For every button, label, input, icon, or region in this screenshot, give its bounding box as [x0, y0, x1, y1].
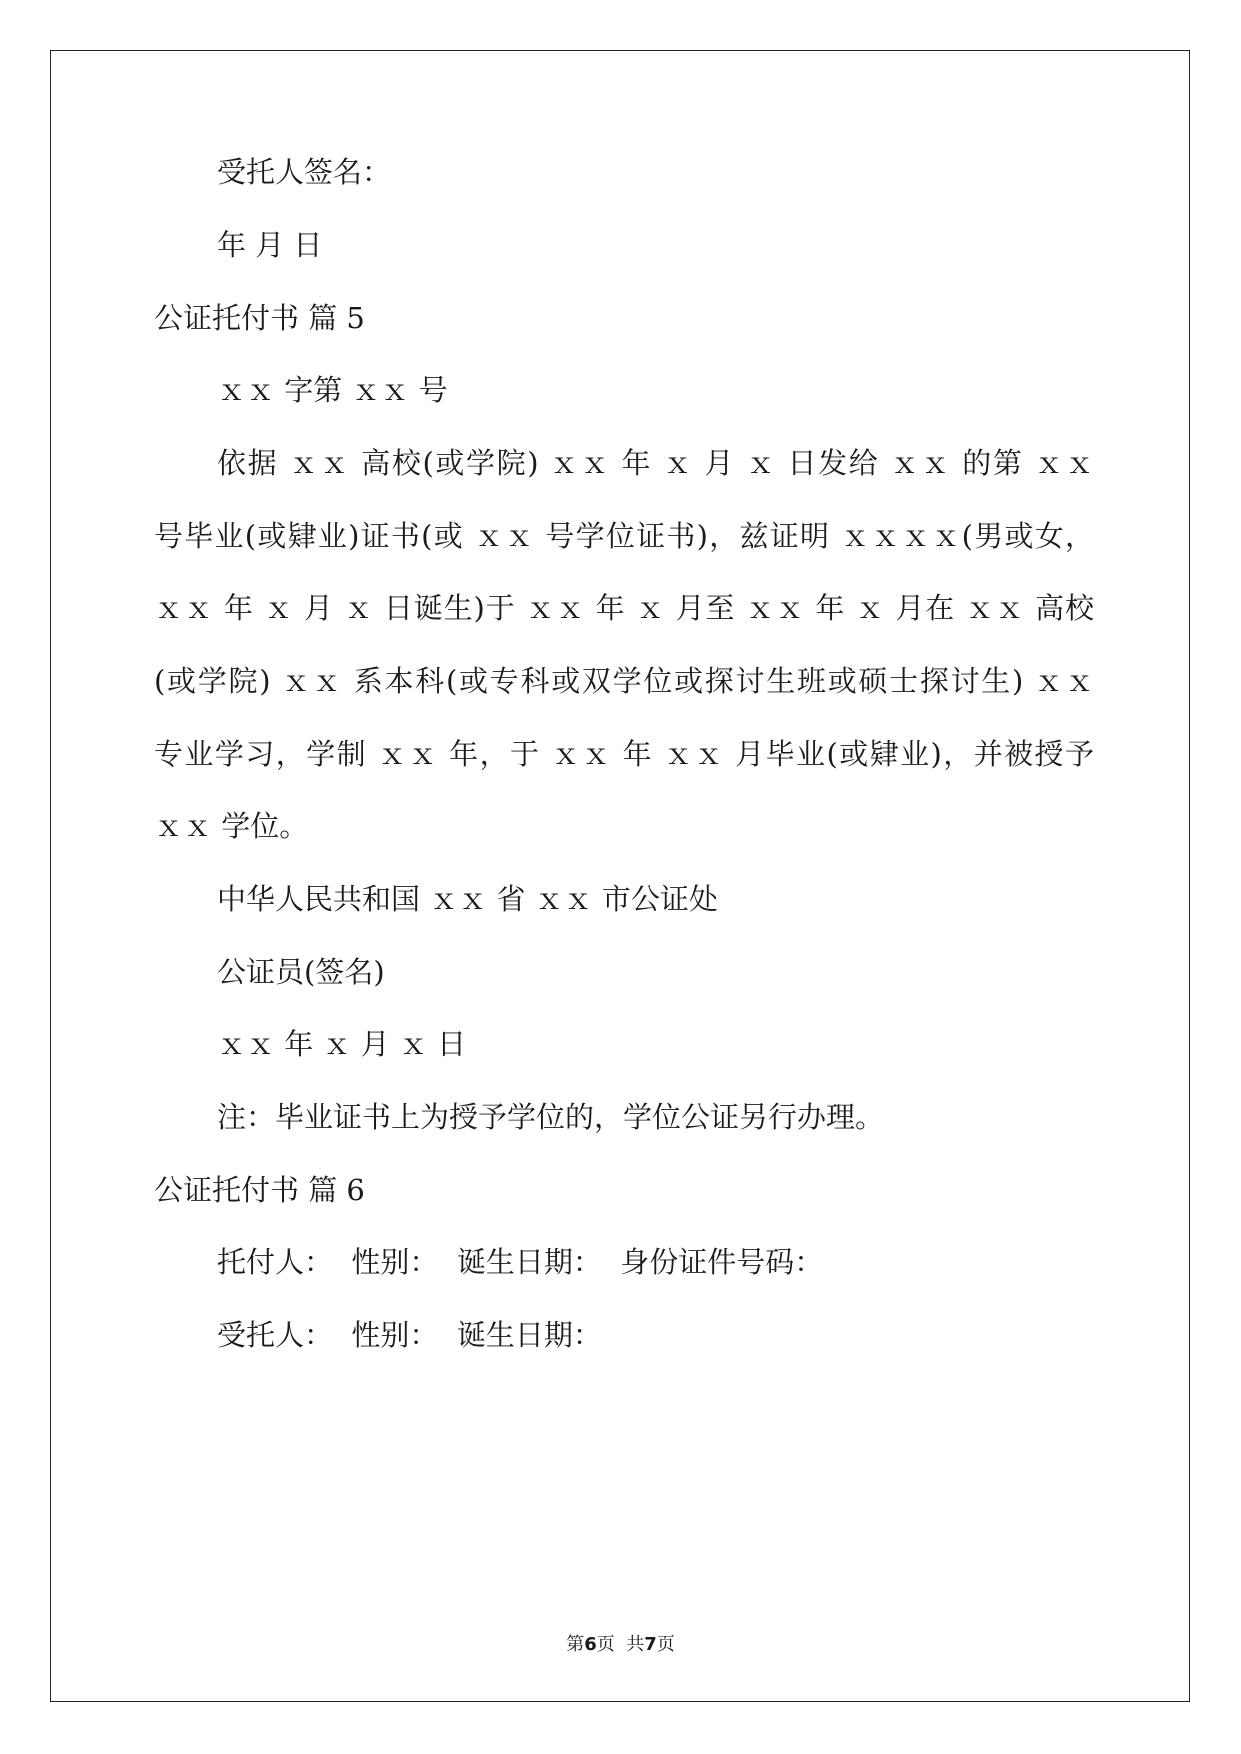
footer-prefix: 第 [566, 1634, 585, 1655]
paragraph-line: (或学院) ｘｘ 系本科(或专科或双学位或探讨生班或硕士探讨生) ｘｘ [154, 664, 1094, 698]
trustee-info-line: 受托人： 性别： 诞生日期： [217, 1318, 602, 1352]
notary-office: 中华人民共和国 ｘｘ 省 ｘｘ 市公证处 [217, 882, 718, 916]
notary-signature: 公证员(签名) [217, 955, 385, 989]
certificate-number: ｘｘ 字第 ｘｘ 号 [217, 373, 448, 407]
current-page-number: 6 [584, 1634, 597, 1655]
note-line: 注：毕业证书上为授予学位的，学位公证另行办理。 [217, 1100, 885, 1134]
footer-mid: 页 共 [596, 1634, 645, 1655]
total-page-number: 7 [644, 1634, 657, 1655]
section-heading-5: 公证托付书 篇 5 [154, 301, 365, 335]
footer-suffix: 页 [656, 1634, 675, 1655]
principal-info-line: 托付人： 性别： 诞生日期： 身份证件号码： [217, 1245, 824, 1279]
paragraph-line: 号毕业(或肄业)证书(或 ｘｘ 号学位证书)，兹证明 ｘｘｘｘ(男或女， [154, 519, 1094, 553]
page-footer [0, 1630, 1241, 1660]
section-heading-6: 公证托付书 篇 6 [154, 1173, 365, 1207]
date-line: 年 月 日 [217, 228, 323, 262]
notary-date: ｘｘ 年 ｘ 月 ｘ 日 [217, 1027, 467, 1061]
paragraph-line: ｘｘ 年 ｘ 月 ｘ 日诞生)于 ｘｘ 年 ｘ 月至 ｘｘ 年 ｘ 月在 ｘｘ 高校 [154, 591, 1094, 625]
paragraph-line: ｘｘ 学位。 [154, 809, 309, 843]
paragraph-line: 专业学习，学制 ｘｘ 年，于 ｘｘ 年 ｘｘ 月毕业(或肄业)，并被授予 [154, 737, 1094, 771]
paragraph-line: 依据 ｘｘ 高校(或学院) ｘｘ 年 ｘ 月 ｘ 日发给 ｘｘ 的第 ｘｘ [217, 446, 1094, 480]
trustee-signature-line: 受托人签名： [217, 155, 392, 189]
